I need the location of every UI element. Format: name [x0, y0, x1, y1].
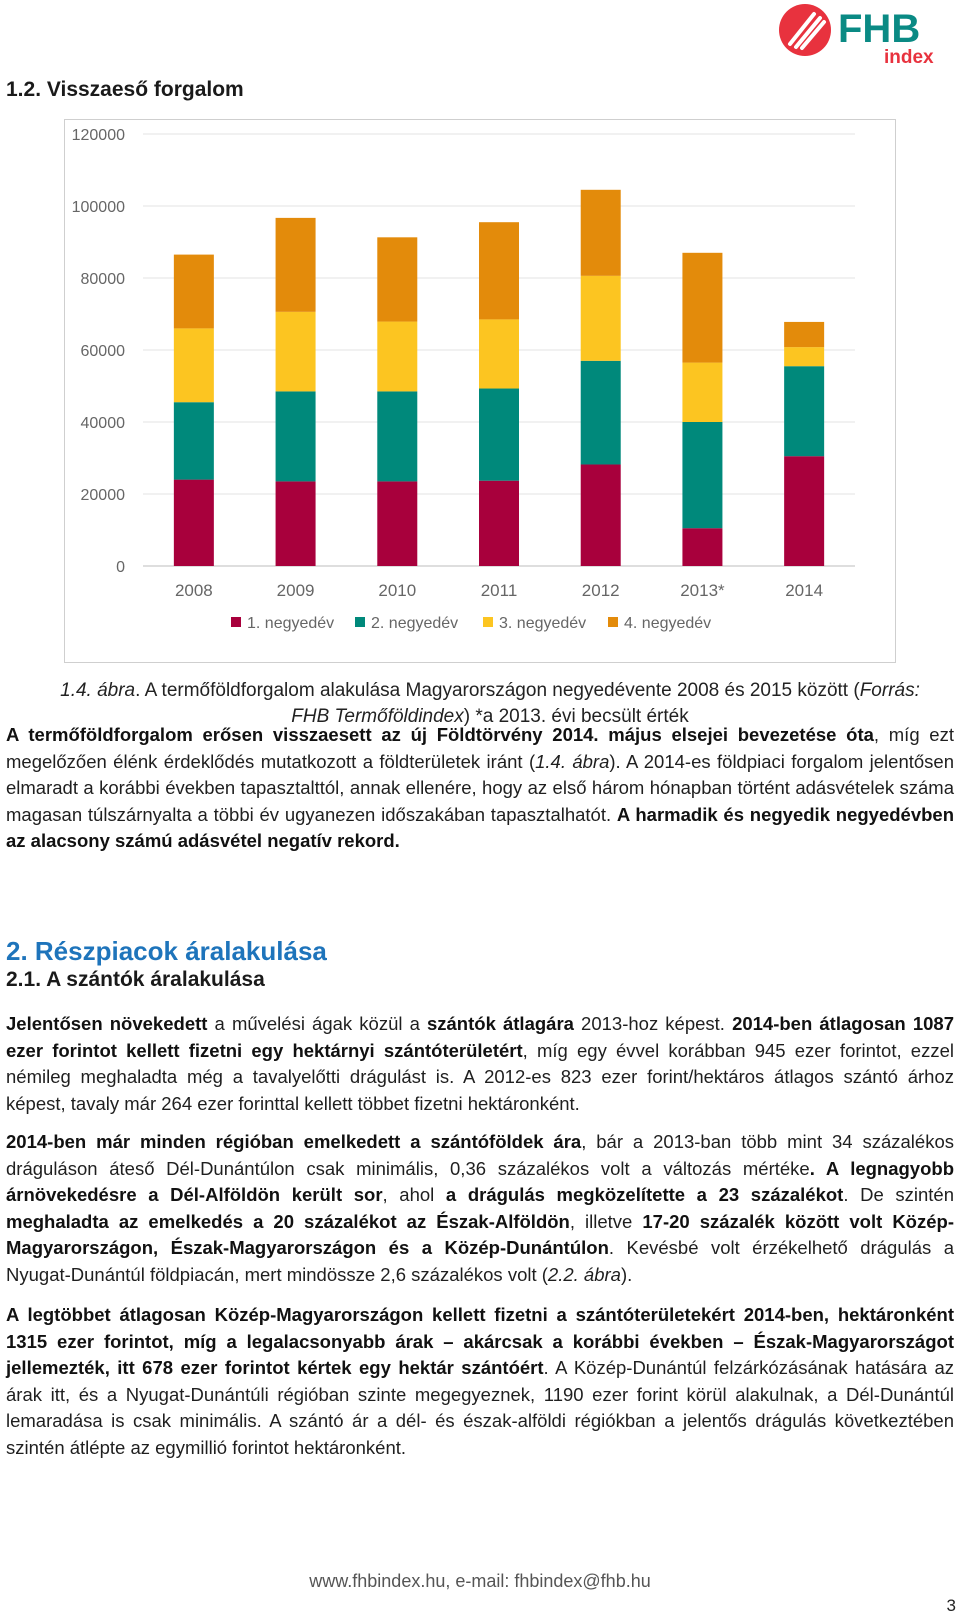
- bar-segment-q3: [479, 319, 519, 388]
- legend-label: 3. negyedév: [499, 615, 587, 632]
- para4-bold-1: A legtöbbet átlagosan Közép-Magyarországon kellett fizetni a szántóterületekért 2014-ben, hektáronként 1315 ezer forintot, míg a legalacsonyabb árak – akárcsak a korábbi években – Észak-Magyarországot jellemezték, itt 678 ezer forintot kértek egy hektár szántóért: [6, 1304, 954, 1378]
- legend-swatch: [608, 617, 618, 627]
- para3-text-3: . De szintén: [843, 1184, 954, 1205]
- bar-segment-q3: [174, 328, 214, 402]
- bar-segment-q4: [377, 237, 417, 321]
- para3-text-5: . Kevésbé volt érzékelhető drágulás a Nyugat-Dunántúl földpiacán, mert mindössze 2,6 százalékos volt (: [6, 1237, 954, 1285]
- legend-label: 4. negyedév: [624, 615, 712, 632]
- bar-segment-q3: [276, 312, 316, 392]
- logo-sub-text: index: [884, 47, 934, 68]
- para3-figure-ref: 2.2. ábra: [547, 1263, 621, 1285]
- stacked-bar-chart: [64, 119, 896, 663]
- heading-2: 2. Részpiacok áralakulása: [6, 936, 327, 966]
- para3-text-2: , ahol: [382, 1184, 446, 1205]
- bar-segment-q1: [479, 481, 519, 566]
- x-tick-label: 2008: [174, 581, 213, 600]
- para1-text-2: ). A 2014-es földpiaci forgalom jelentősen elmaradt a korábbi években tapasztalttól, annak ellenére, hogy az első három hónapban történt adásvételek száma magasan túlszárnyalta a többi év ugyanezen időszakában tapasztalhatót.: [6, 750, 954, 825]
- paragraph-4: [6, 1302, 954, 1461]
- para2-text-3: , míg egy évvel korábban 945 ezer forintot, ezzel némileg meghaladta még a tavalyelőtti drágulást is. A 2012-es 823 ezer forint/hektáros átlagos szántó árhoz képest, tavaly már 264 ezer forinttal kellett többet fizetni hektáronként.: [6, 1039, 954, 1114]
- bar-segment-q1: [276, 481, 316, 566]
- section-title: 1.2. Visszaeső forgalom: [6, 78, 244, 101]
- bar-segment-q4: [174, 255, 214, 329]
- bar-segment-q3: [377, 322, 417, 392]
- bar-segment-q1: [682, 528, 722, 566]
- para3-bold-2: . A legnagyobb árnövekedésre a Dél-Alföldön került sor: [6, 1157, 954, 1205]
- para3-text-4: , illetve: [569, 1210, 643, 1232]
- para1-bold-2: A harmadik és negyedik negyedévben az alacsony számú adásvétel negatív rekord.: [6, 803, 954, 851]
- bar-segment-q4: [479, 222, 519, 319]
- bar-segment-q3: [784, 347, 824, 366]
- para2-text-1: a művelési ágak közül a: [207, 1013, 427, 1034]
- paragraph-2: [6, 1011, 954, 1117]
- x-tick-label: 2014: [785, 581, 824, 600]
- bar-segment-q4: [581, 190, 621, 276]
- x-tick-label: 2012: [581, 581, 620, 600]
- para2-bold-1: Jelentősen növekedett: [6, 1013, 208, 1034]
- bar-segment-q2: [784, 366, 824, 456]
- x-tick-label: 2009: [276, 581, 315, 600]
- para3-text-6: ).: [620, 1263, 633, 1285]
- bar-segment-q4: [682, 253, 722, 363]
- para3-bold-5: 17-20 százalék között volt Közép-Magyarországon, Észak-Magyarországon és a Közép-Dunántúlon: [6, 1210, 954, 1258]
- y-tick-label: 120000: [71, 127, 125, 144]
- bar-segment-q2: [174, 402, 214, 479]
- logo-emblem-icon: [779, 4, 831, 56]
- bar-segment-q1: [174, 480, 214, 566]
- bar-segment-q3: [682, 363, 722, 422]
- para2-text-2: 2013-hoz képest.: [573, 1013, 733, 1034]
- legend-swatch: [231, 617, 241, 627]
- para3-bold-4: meghaladta az emelkedés a 20 százalékot az Észak-Alföldön: [6, 1210, 570, 1232]
- fhb-index-logo: [772, 0, 958, 72]
- bar-segment-q1: [581, 464, 621, 566]
- bar-segment-q2: [581, 361, 621, 465]
- legend-label: 2. negyedév: [371, 615, 459, 632]
- caption-text: . A termőföldforgalom alakulása Magyarországon negyedévente 2008 és 2015 között (: [135, 680, 860, 701]
- y-tick-label: 0: [116, 559, 125, 576]
- bar-segment-q2: [377, 391, 417, 481]
- legend-swatch: [483, 617, 493, 627]
- caption-source: Forrás: FHB Termőföldindex: [291, 680, 920, 727]
- page-number: 3: [946, 1596, 956, 1615]
- x-tick-label: 2011: [480, 581, 518, 600]
- paragraph-3: [6, 1129, 954, 1288]
- para3-text-1: , bár a 2013-ban több mint 34 százalékos dráguláson áteső Dél-Dunántúlon csak minimális, 0,36 százalékos volt a változás mértéke: [6, 1131, 954, 1179]
- bar-segment-q1: [784, 456, 824, 566]
- y-tick-label: 60000: [80, 343, 125, 360]
- y-tick-label: 40000: [80, 415, 125, 432]
- para1-text-1: , míg ezt megelőzően élénk érdeklődés mutatkozott a földterületek iránt (: [6, 724, 954, 772]
- bar-segment-q3: [581, 276, 621, 361]
- x-tick-label: 2010: [378, 581, 417, 600]
- y-tick-label: 20000: [80, 487, 125, 504]
- x-tick-label: 2013*: [680, 581, 725, 600]
- para1-figure-ref: 1.4. ábra: [535, 750, 610, 772]
- legend-label: 1. negyedév: [247, 615, 335, 632]
- bar-segment-q2: [682, 422, 722, 528]
- y-tick-label: 100000: [71, 199, 125, 216]
- para3-bold-1: 2014-ben már minden régióban emelkedett a szántóföldek ára: [6, 1131, 582, 1152]
- bar-segment-q2: [276, 391, 316, 481]
- heading-2-1: 2.1. A szántók áralakulása: [6, 968, 265, 991]
- caption-figure-ref: 1.4. ábra: [60, 680, 136, 701]
- para4-text-1: . A Közép-Dunántúl felzárkózásának hatására az árak itt, és a Nyugat-Dunántúli régióban szinte megegyeznek, 1190 ezer forint körül alakulnak, a Dél-Dunántúl lemaradása is csak minimális. A szántó ár a dél- és észak-alföldi régiókban a jelentős drágulás következtében szintén átlépte az egymillió forintot hektáronként.: [6, 1357, 954, 1458]
- footer-contact: www.fhbindex.hu, e-mail: fhbindex@fhb.hu: [309, 1571, 651, 1591]
- bar-segment-q1: [377, 481, 417, 566]
- chart-svg: [65, 120, 897, 664]
- y-tick-label: 80000: [80, 271, 125, 288]
- logo-brand-text: FHB: [838, 7, 921, 51]
- para1-bold-1: A termőföldforgalom erősen visszaesett az új Földtörvény 2014. május elsejei bevezetése óta: [6, 724, 874, 745]
- bar-segment-q4: [276, 218, 316, 312]
- caption-note: ) *a 2013. évi becsült érték: [463, 706, 689, 727]
- bar-segment-q4: [784, 322, 824, 347]
- legend-swatch: [355, 617, 365, 627]
- bar-segment-q2: [479, 389, 519, 481]
- paragraph-1: [6, 722, 954, 855]
- para3-bold-3: a drágulás megközelítette a 23 százalékot: [445, 1184, 844, 1205]
- para2-bold-3: 2014-ben átlagosan 1087 ezer forintot kellett fizetni egy hektárnyi szántóterületért: [6, 1013, 955, 1061]
- para2-bold-2: szántók átlagára: [426, 1013, 574, 1034]
